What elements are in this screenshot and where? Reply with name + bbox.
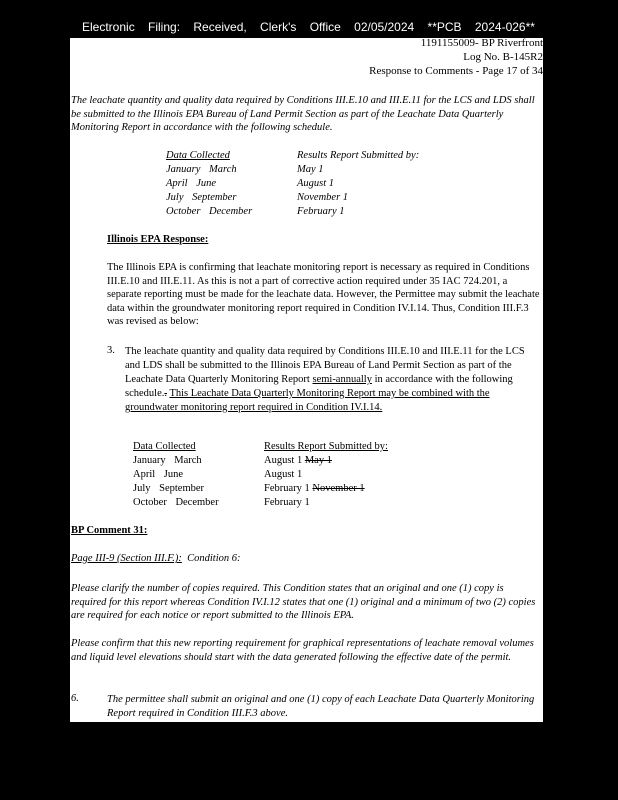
schedule2-col1-header: Data Collected [133,441,196,452]
schedule2-row-collected: April June [133,469,184,480]
header-line-2: Log No. B-145R2 [463,51,543,63]
schedule2-row-collected: January March [133,455,202,466]
schedule1-row-collected: July September [166,192,237,203]
schedule2-row-submitted: February 1 November 1 [264,483,365,494]
filing-banner: Electronic Filing: Received, Clerk's Office 02/05/2024 **PCB 2024-026** [82,20,535,34]
condition3-inserted-text: This Leachate Data Quarterly Monitoring Report may be combined with the groundwater monitoring report required in Condition IV.I.14. [125,388,490,413]
condition3-number: 3. [107,345,115,356]
bp-comment-reference [71,553,241,564]
schedule1-row-submitted: May 1 [297,164,324,175]
schedule1-col1-header: Data Collected [166,150,230,161]
schedule2-deleted-date: May 1 [304,455,332,466]
header-line-1: 1191155009- BP Riverfront [420,38,543,49]
schedule1-row-collected: October December [166,206,253,217]
bp-comment-para1: Please clarify the number of copies required. This Condition states that an original and one (1) copy is required for this report whereas Condition IV.I.12 states that one (1) original and a minimum of two (2) copies are required for each notice or report submitted to the Illinois EPA. [71,583,536,621]
schedule2-row-submitted: August 1 [264,469,303,480]
schedule2-col2-header: Results Report Submitted by: [264,441,388,452]
schedule1-row-submitted: August 1 [297,178,335,189]
epa-response-paragraph: The Illinois EPA is confirming that leachate monitoring report is necessary as required in Conditions III.E.10 and III.E.11. As this is not a part of corrective action required under 35 IAC 724.201, a separate reporting must be made for the leachate data. However, the Permittee may submit the leachate data within the groundwater monitoring report required in Condition IV.I.14. Thus, Condition III.F.3 was revised as below: [107,262,540,327]
schedule2-row-submitted: August 1 May 1 [264,455,332,466]
schedule1-row-submitted: November 1 [297,192,349,203]
condition3-text-part2: in accordance with the following schedule. [125,374,513,399]
schedule2-row-collected: October December [133,497,219,508]
bp-comment-heading: BP Comment 31: [71,525,148,536]
schedule1-row-collected: January March [166,164,237,175]
condition6-number: 6. [71,693,79,704]
schedule2-row-submitted: February 1 [264,497,310,508]
condition3-text [125,345,541,415]
condition3-text-part1: The leachate quantity and quality data required by Conditions III.E.10 and III.E.11 for the LCS and LDS shall be submitted to the Illinois EPA Bureau of Land Permit Section as part of the Leachate Data Quarterly Monitoring Report [125,346,525,385]
header-line-3: Response to Comments - Page 17 of 34 [369,65,543,77]
condition3-inserted-semiannually: semi-annually [312,374,372,385]
schedule2-row-collected: July September [133,483,205,494]
document-page [70,38,543,722]
bp-comment-para2: Please confirm that this new reporting requirement for graphical representations of leachate removal volumes and liquid level elevations should start with the data generated following the effective date of the permit. [71,638,534,663]
schedule1-row-submitted: February 1 [297,206,345,217]
schedule2-deleted-date: November 1 [312,483,365,494]
condition6-text: The permittee shall submit an original and one (1) copy of each Leachate Data Quarterly Monitoring Report required in Condition III.F.3 above. [107,694,535,719]
bp-comment-condition-ref: Condition 6: [187,553,241,564]
epa-response-heading: Illinois EPA Response: [107,234,209,245]
schedule1-row-collected: April June [166,178,217,189]
intro-paragraph: The leachate quantity and quality data required by Conditions III.E.10 and III.E.11 for the LCS and LDS shall be submitted to the Illinois EPA Bureau of Land Permit Section as part of the Leachate Data Quarterly Monitoring Report in accordance with the following schedule. [71,95,535,133]
schedule1-col2-header: Results Report Submitted by: [297,150,420,161]
condition3-deleted-text: . [164,388,167,399]
bp-comment-page-ref: Page III-9 (Section III.F.): [71,553,182,564]
